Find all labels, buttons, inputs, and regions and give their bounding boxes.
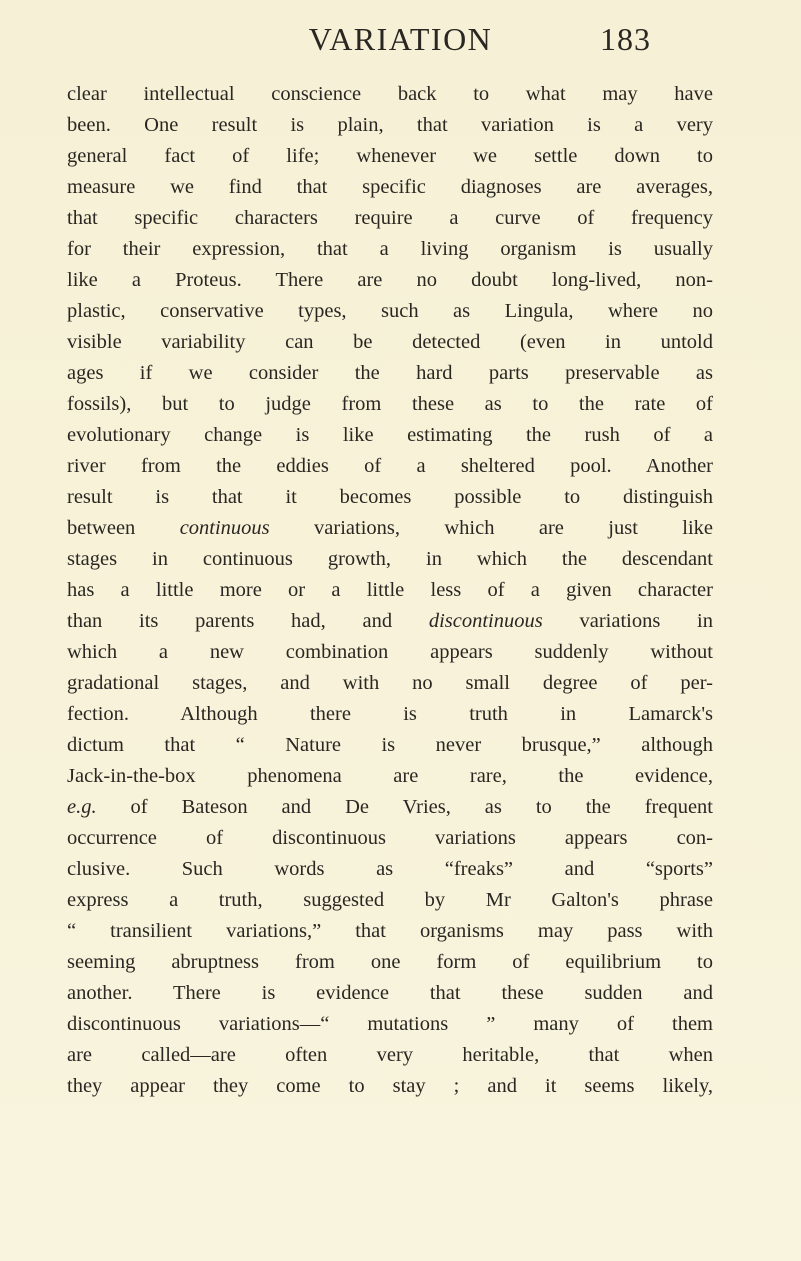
text-run: occurrence of discontinuous variations appears con- xyxy=(67,827,713,849)
text-run: clear intellectual conscience back to what may have xyxy=(67,83,713,105)
text-run: another. There is evidence that these sudden and xyxy=(67,982,713,1004)
running-title: VARIATION xyxy=(308,21,493,57)
text-run: clusive. Such words as “freaks” and “sports” xyxy=(67,858,713,880)
text-line xyxy=(67,172,713,203)
italic-term: e.g. xyxy=(67,796,97,818)
text-line xyxy=(67,296,713,327)
text-run: than its parents had, and xyxy=(67,610,429,632)
text-line xyxy=(67,234,713,265)
text-run: plastic, conservative types, such as Lingula, where no xyxy=(67,300,713,322)
text-run: variations in xyxy=(542,610,713,632)
text-line xyxy=(67,730,713,761)
text-run: discontinuous variations—“ mutations ” many of them xyxy=(67,1013,713,1035)
text-run: which a new combination appears suddenly without xyxy=(67,641,713,663)
text-line xyxy=(67,141,713,172)
text-run: stages in continuous growth, in which the descendant xyxy=(67,548,713,570)
text-line xyxy=(67,420,713,451)
text-run: of Bateson and De Vries, as to the frequent xyxy=(96,796,713,818)
text-line xyxy=(67,606,713,637)
text-run: express a truth, suggested by Mr Galton's phrase xyxy=(67,889,713,911)
text-run: fection. Although there is truth in Lamarck's xyxy=(67,703,713,725)
italic-term: continuous xyxy=(179,517,270,539)
text-line xyxy=(67,885,713,916)
page-number: 183 xyxy=(600,21,651,57)
text-run: between xyxy=(67,517,180,539)
text-line xyxy=(67,203,713,234)
text-run: are called—are often very heritable, that when xyxy=(67,1044,713,1066)
text-run: fossils), but to judge from these as to the rate of xyxy=(67,393,713,415)
text-line xyxy=(67,575,713,606)
text-line xyxy=(67,792,713,823)
text-line xyxy=(67,668,713,699)
text-run: for their expression, that a living organism is usually xyxy=(67,238,713,260)
text-run: gradational stages, and with no small degree of per- xyxy=(67,672,713,694)
text-run: result is that it becomes possible to distinguish xyxy=(67,486,713,508)
text-run: been. One result is plain, that variation is a very xyxy=(67,114,713,136)
text-line xyxy=(67,854,713,885)
text-line xyxy=(67,513,713,544)
text-line xyxy=(67,451,713,482)
text-run: general fact of life; whenever we settle down to xyxy=(67,145,713,167)
text-line xyxy=(67,978,713,1009)
text-line xyxy=(67,1009,713,1040)
text-run: that specific characters require a curve of frequency xyxy=(67,207,713,229)
text-line xyxy=(67,761,713,792)
text-run: ages if we consider the hard parts preservable as xyxy=(67,362,713,384)
text-line xyxy=(67,1040,713,1071)
text-line xyxy=(67,327,713,358)
running-head xyxy=(0,14,801,64)
text-line xyxy=(67,79,713,110)
text-line xyxy=(67,1071,713,1102)
text-run: measure we find that specific diagnoses are averages, xyxy=(67,176,713,198)
text-run: evolutionary change is like estimating the rush of a xyxy=(67,424,713,446)
text-line xyxy=(67,389,713,420)
text-line xyxy=(67,637,713,668)
text-line xyxy=(67,916,713,947)
text-run: dictum that “ Nature is never brusque,” although xyxy=(67,734,713,756)
text-run: variations, which are just like xyxy=(269,517,714,539)
text-run: “ transilient variations,” that organisms may pass with xyxy=(67,920,713,942)
text-run: river from the eddies of a sheltered pool. Another xyxy=(67,455,713,477)
text-run: like a Proteus. There are no doubt long-lived, non- xyxy=(67,269,713,291)
text-line xyxy=(67,544,713,575)
text-line xyxy=(67,823,713,854)
text-line xyxy=(67,265,713,296)
text-run: visible variability can be detected (even in untold xyxy=(67,331,713,353)
text-run: has a little more or a little less of a given character xyxy=(67,579,713,601)
text-run: seeming abruptness from one form of equilibrium to xyxy=(67,951,713,973)
text-line xyxy=(67,482,713,513)
text-line xyxy=(67,699,713,730)
text-run: Jack-in-the-box phenomena are rare, the evidence, xyxy=(67,765,713,787)
italic-term: discontinuous xyxy=(428,610,543,632)
body-text xyxy=(67,79,713,1102)
text-run: they appear they come to stay ; and it seems likely, xyxy=(67,1075,713,1097)
text-line xyxy=(67,947,713,978)
text-line xyxy=(67,110,713,141)
text-line xyxy=(67,358,713,389)
